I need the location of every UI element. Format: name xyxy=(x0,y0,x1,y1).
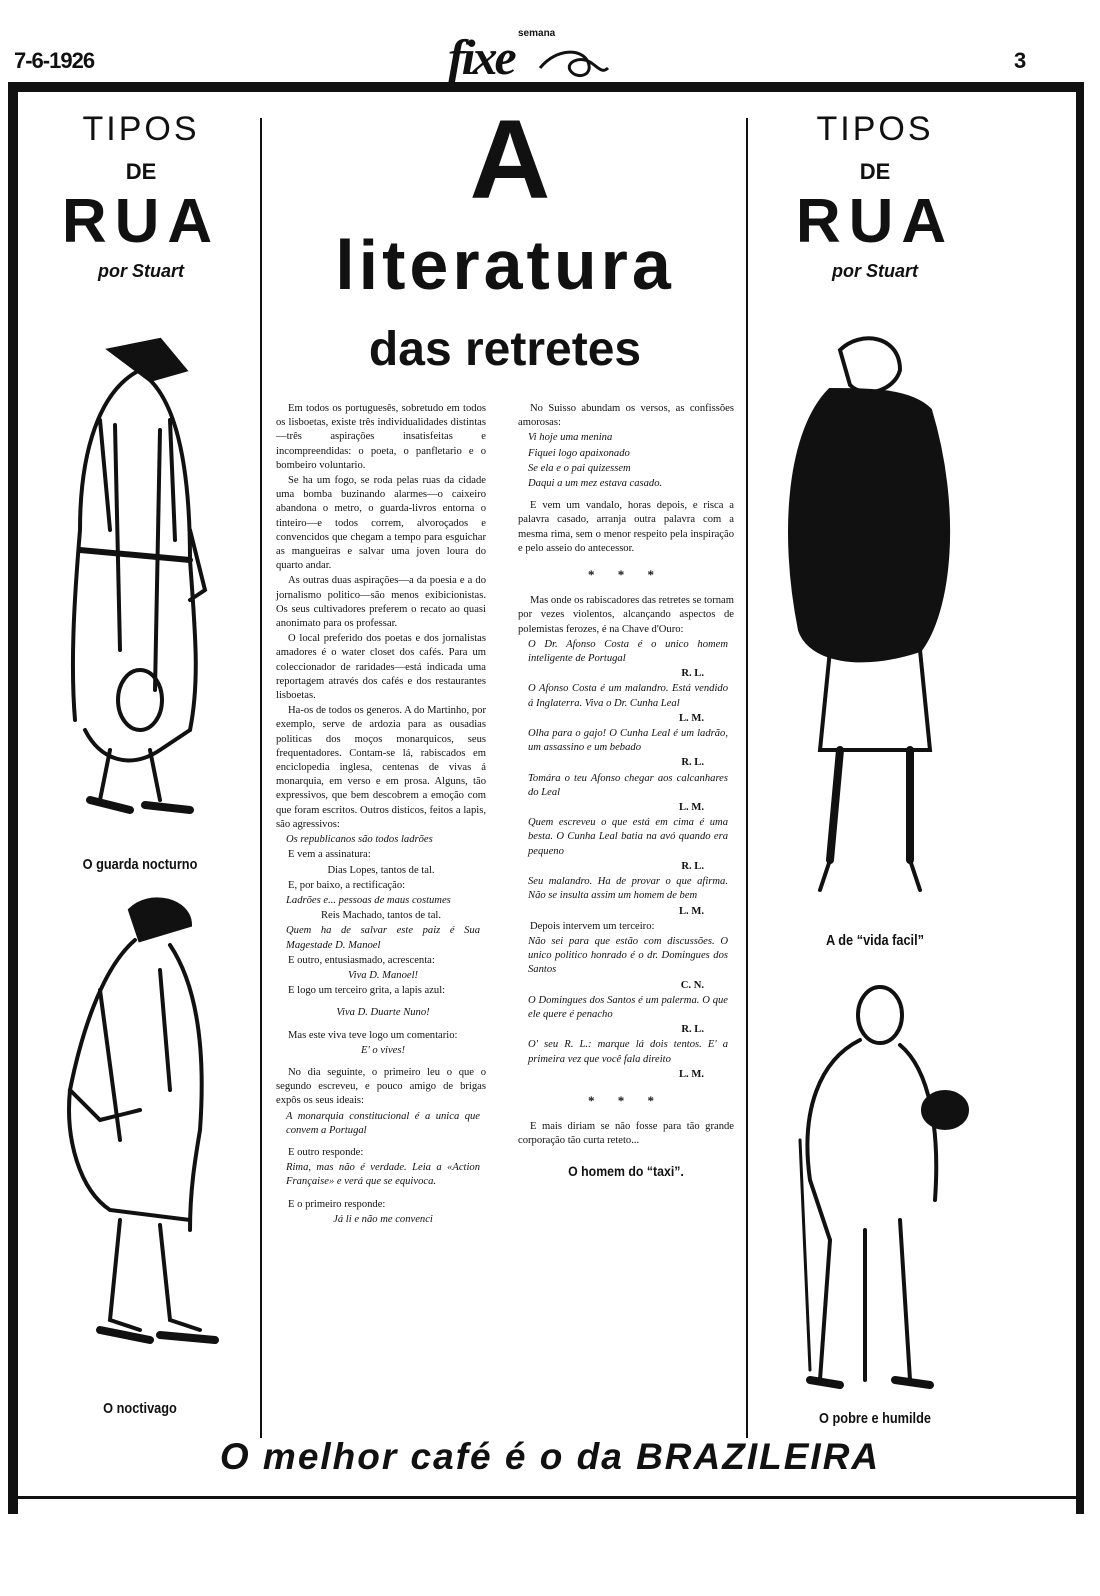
headline-a: A xyxy=(469,97,551,222)
beggar-sketch xyxy=(770,980,980,1400)
paragraph: E vem um vandalo, horas depois, e risca a palavra casado, arranja outra palavra com a mesma rima, sem o menor respeito pela inspiração e pelo asseio do antecessor. xyxy=(518,500,734,554)
graffiti-initials: R. L. xyxy=(681,668,704,680)
graffiti-quote: Não sei para que estão com discussões. O unico politico honrado é o dr. Domingues dos Santos xyxy=(528,935,728,976)
paragraph: No Suisso abundam os versos, as confissões amorosas: xyxy=(518,403,734,429)
paragraph: O local preferido dos poetas e dos jornalistas amadores é o water closet dos cafés. Para um coleccionador de raridades—está indicada uma reportagem através dos cafés e dos restaurantes lisboetas. xyxy=(276,633,486,702)
paragraph: E vem a assinatura: xyxy=(288,849,371,861)
tipos-label: TIPOS xyxy=(816,110,934,148)
graffiti-initials: L. M. xyxy=(678,802,704,814)
tipos-label: TIPOS xyxy=(82,110,200,148)
section-divider: * * * xyxy=(588,567,664,583)
verse-line: Fiquei logo apaixonado xyxy=(528,447,630,459)
graffiti-quote: Ladrões e... pessoas de maus costumes xyxy=(286,894,451,906)
rua-label: RUA xyxy=(795,187,955,256)
graffiti-quote: A monarquia constitucional é a unica que convem a Portugal xyxy=(286,1110,480,1136)
footer-advert: O melhor café é o da BRAZILEIRA xyxy=(219,1436,881,1477)
noctivago-sketch xyxy=(40,890,240,1390)
graffiti-quote: Viva D. Duarte Nuno! xyxy=(336,1007,430,1019)
graffiti-quote: Rima, mas não é verdade. Leia a «Action Française» e verá que se equivoca. xyxy=(286,1162,480,1188)
de-label: DE xyxy=(859,159,891,184)
graffiti-initials: R. L. xyxy=(681,757,704,769)
graffiti-initials: R. L. xyxy=(681,1024,704,1036)
caption-homem-taxi: O homem do “taxi”. xyxy=(568,1162,684,1179)
verse-line: Vi hoje uma menina xyxy=(528,432,613,444)
caption-guarda-nocturno: O guarda nocturno xyxy=(82,856,198,873)
graffiti-quote: O' seu R. L.: marque lá dois tentos. E' a primeira vez que você fala direito xyxy=(528,1039,728,1065)
graffiti-quote: Tomára o teu Afonso chegar aos calcanhares do Leal xyxy=(528,772,728,798)
de-label: DE xyxy=(125,159,157,184)
graffiti-quote: Os republicanos são todos ladrões xyxy=(286,834,433,846)
paragraph: No dia seguinte, o primeiro leu o que o segundo escreveu, e pouco amigo de brigas expôs os seus ideais: xyxy=(276,1066,486,1107)
right-section-header xyxy=(760,110,990,282)
headline-retretes: das retretes xyxy=(368,323,642,376)
newspaper-logo xyxy=(448,28,608,86)
graffiti-initials: L. M. xyxy=(678,712,704,724)
graffiti-signature: Reis Machado, tantos de tal. xyxy=(320,910,442,922)
left-section-header xyxy=(26,110,256,282)
paragraph: E outro responde: xyxy=(288,1146,364,1158)
paragraph: Ha-os de todos os generos. A do Martinho, por exemplo, serve de ardozia para as ousadias politicas dos moços monarquicos, seus frequentadores. Contam-se lá, rabiscados em enciclopedia inglesa, centenas de vivas á monarquia, em verso e em prosa. Alguns, tão expressivos, que bem descobrem a emoção com que foram escritos. Outros disticos, feitos a lapis, são agressivos: xyxy=(276,705,486,830)
graffiti-quote: O Domingues dos Santos é um palerma. O que ele quere é penacho xyxy=(528,994,728,1020)
graffiti-quote: O Afonso Costa é um malandro. Está vendido á Inglaterra. Viva o Dr. Cunha Leal xyxy=(528,683,728,709)
caption-noctivago: O noctivago xyxy=(103,1400,177,1417)
logo-word: fixe xyxy=(448,29,514,85)
graffiti-signature: Dias Lopes, tantos de tal. xyxy=(327,864,435,876)
paragraph: Em todos os portuguesês, sobretudo em todos os lisboetas, existe três individualidades distintas—três aspirações insatisfeitas e incompreendidas: o poeta, o panfletario e o bombeiro voluntario. xyxy=(276,403,486,471)
byline: por Stuart xyxy=(831,261,918,281)
graffiti-quote: Quem ha de salvar este paiz é Sua Magestade D. Manoel xyxy=(286,925,480,951)
article-column-2 xyxy=(518,402,734,1180)
headline-literatura: literatura xyxy=(335,226,675,304)
paragraph: Mas onde os rabiscadores das retretes se tornam por vezes violentos, alcançando aspectos de polemistas ferozes, é na Chave d'Ouro: xyxy=(518,595,734,635)
graffiti-quote: E' o vives! xyxy=(360,1044,406,1056)
graffiti-initials: L. M. xyxy=(678,905,704,917)
caption-pobre-humilde: O pobre e humilde xyxy=(819,1410,931,1427)
section-divider: * * * xyxy=(588,1092,664,1108)
graffiti-quote: O Dr. Afonso Costa é o unico homem inteligente de Portugal xyxy=(528,638,728,665)
byline: por Stuart xyxy=(97,261,184,281)
logo-swirl-icon xyxy=(536,46,610,82)
paragraph: Depois intervem um terceiro: xyxy=(530,920,655,932)
paragraph: E o primeiro responde: xyxy=(288,1198,386,1210)
column-rule-left xyxy=(260,118,262,1438)
graffiti-initials: C. N. xyxy=(680,979,704,991)
logo-small-text: semana xyxy=(518,28,556,39)
paragraph: E outro, entusiasmado, acrescenta: xyxy=(288,954,435,966)
footer-rule xyxy=(8,1496,1084,1499)
paragraph: Se ha um fogo, se roda pelas ruas da cidade uma bomba buzinando alarmes—o caixeiro abandona o metro, o guarda-livros entorna o tinteiro—e todos correm, alvoroçados e convencidos que chegam a tempo para esguichar as mangueiras e salvar uma joven loura do quarto andar. xyxy=(276,475,486,572)
paragraph: E mais diriam se não fosse para tão grande corporação tão curta reteto... xyxy=(518,1121,734,1147)
graffiti-initials: R. L. xyxy=(681,860,704,872)
woman-shawl-sketch xyxy=(770,330,980,910)
page-number: 3 xyxy=(1014,48,1027,73)
paragraph: Mas este viva teve logo um comentario: xyxy=(288,1029,458,1041)
verse-line: Daqui a um mez estava casado. xyxy=(528,478,663,490)
graffiti-quote: Olha para o gajo! O Cunha Leal é um ladrão, um assassino e um bebado xyxy=(528,728,728,754)
night-watchman-sketch xyxy=(40,330,240,830)
graffiti-quote: Quem escreveu o que está em cima é uma besta. O Cunha Leal batia na avó quando era pequeno xyxy=(528,817,728,857)
article-column-1 xyxy=(276,402,486,1228)
column-rule-right xyxy=(746,118,748,1438)
paragraph: E, por baixo, a rectificação: xyxy=(288,879,406,891)
verse-line: Se ela e o pai quizessem xyxy=(528,462,631,474)
paragraph: E logo um terceiro grita, a lapis azul: xyxy=(288,985,446,997)
graffiti-initials: L. M. xyxy=(678,1068,704,1080)
rua-label: RUA xyxy=(61,187,221,256)
graffiti-quote: Seu malandro. Ha de provar o que afirma. Não se insulta assim um homem de bem xyxy=(528,876,728,902)
graffiti-quote: Já li e não me convenci xyxy=(333,1213,433,1225)
issue-date: 7-6-1926 xyxy=(14,48,95,73)
graffiti-quote: Viva D. Manoel! xyxy=(347,969,419,981)
paragraph: As outras duas aspirações—a da poesia e a do jornalismo politico—são menos exibicionistas. Os seus cultivadores preferem o recato ao quasi anonimato para os professar. xyxy=(276,575,486,630)
caption-vida-facil: A de “vida facil” xyxy=(825,932,925,949)
